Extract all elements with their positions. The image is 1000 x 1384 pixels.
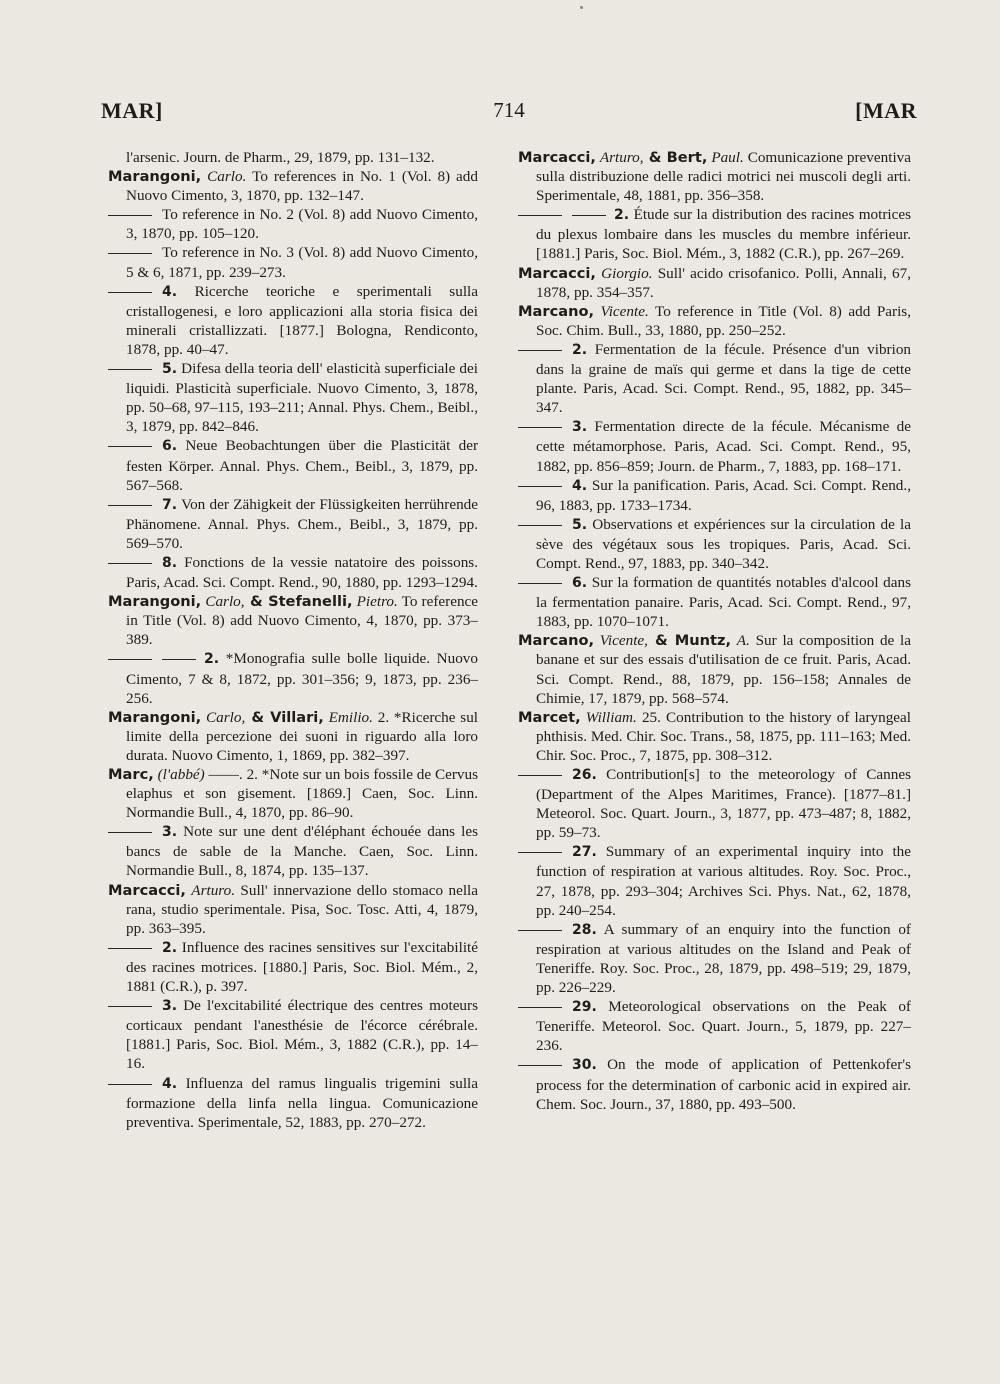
running-header (101, 98, 917, 132)
author-given-name: Arturo. (191, 881, 236, 899)
entry-number: 29. (572, 999, 597, 1016)
entry-text: Fermentation de la fécule. Présence d'un vibrion dans la graine de maïs qui germe et dans la tige de cette plante. Paris, Acad. Sci. Compt. Rend., 95, 1882, pp. 345–347. (536, 340, 912, 417)
coauthor-given-name: Paul. (711, 149, 744, 166)
entry-text: Sur la formation de quantités notables d'alcool dans la fermentation panaire. Paris, Acad. Sci. Compt. Rend., 97, 1883, pp. 1070–1071. (536, 574, 911, 631)
entry-text: Meteorological observations on the Peak of Teneriffe. Meteorol. Soc. Quart. Journ., 5, 1879, pp. 227–236. (536, 998, 911, 1055)
author-given-name: Carlo. (207, 168, 247, 186)
entry-text: A summary of an enquiry into the function of respiration at various altitudes on the Island and Peak of Teneriffe. Roy. Soc. Proc., 28, 1879, pp. 498–519; 29, 1879, pp. 226–229. (536, 920, 911, 997)
entry-text: De l'excitabilité électrique des centres moteurs corticaux pendant l'anesthésie de l'écorce cérébrale. [1881.] Paris, Soc. Biol. Mém., 3, 1882 (C.R.), pp. 14–16. (126, 997, 478, 1073)
ditto-rule (572, 215, 606, 216)
entry-number: 6. (572, 575, 588, 592)
entry-number: 2. (572, 341, 588, 358)
ditto-rule (108, 446, 152, 447)
coauthor-surname: & Bert, (643, 149, 708, 166)
bibliography-entry (108, 1074, 478, 1132)
ditto-rule (108, 948, 152, 949)
author-surname: Marcacci, (518, 264, 596, 282)
ditto-rule (108, 832, 152, 833)
bibliography-entry (108, 822, 478, 880)
entry-number: 28. (572, 921, 597, 938)
bibliography-entry (518, 631, 911, 707)
entry-text: l'arsenic. Journ. de Pharm., 29, 1879, pp. 131–132. (126, 149, 435, 166)
coauthor-given-name: A. (736, 632, 750, 650)
ditto-rule (108, 505, 152, 506)
coauthor-surname: & Stefanelli, (244, 593, 353, 611)
entry-text: *Monografia sulle bolle liquide. Nuovo Cimento, 7 & 8, 1872, pp. 301–356; 9, 1873, pp. 236–256. (126, 650, 478, 707)
entry-number: 2. (614, 207, 630, 224)
right-column (518, 148, 911, 1114)
bibliography-entry (518, 515, 911, 573)
entry-text: To references in No. 1 (Vol. 8) add Nuovo Cimento, 3, 1870, pp. 132–147. (126, 168, 478, 205)
bibliography-entry (108, 592, 478, 649)
bibliography-entry (518, 765, 911, 842)
coauthor-given-name: Pietro. (356, 593, 398, 611)
entry-number: 2. (162, 939, 178, 956)
ditto-rule (108, 292, 152, 293)
header-left: MAR] (101, 98, 163, 123)
author-surname: Marangoni, (108, 168, 202, 186)
entry-number: 2. (204, 651, 220, 668)
coauthor-surname: & Muntz, (647, 632, 732, 650)
entry-text: Summary of an experimental inquiry into the function of respiration at various altitudes. Roy. Soc. Proc., 27, 1878, pp. 293–304; Archives Sci. Phys. Nat., 62, 1878, pp. 240–254. (536, 843, 912, 919)
entry-text: Observations et expériences sur la circulation de la sève des végétaux sous les tropiques. Paris, Acad. Sci. Compt. Rend., 97, 1883, pp. 340–342. (536, 515, 912, 572)
bibliography-entry (108, 167, 478, 205)
bibliography-entry (108, 148, 478, 167)
entry-text: To reference in Title (Vol. 8) add Paris, Soc. Chim. Bull., 33, 1880, pp. 250–252. (536, 302, 911, 339)
entry-number: 26. (572, 767, 597, 783)
author-given-name: Arturo, (599, 149, 644, 166)
ditto-rule (108, 1084, 152, 1085)
bibliography-entry (108, 282, 478, 359)
bibliography-entry (108, 765, 478, 822)
bibliography-entry (108, 495, 478, 553)
entry-text: Sull' acido crisofanico. Polli, Annali, 67, 1878, pp. 354–357. (536, 264, 911, 301)
bibliography-entry (518, 205, 911, 263)
entry-text: To reference in Title (Vol. 8) add Nuovo Cimento, 4, 1870, pp. 373–389. (126, 593, 479, 649)
bibliography-entry (108, 708, 478, 765)
entry-number: 27. (572, 844, 597, 861)
entry-text: ——. 2. *Note sur un bois fossile de Cervus elaphus et son gisement. [1869.] Caen, Soc. Linn. Normandie Bull., 4, 1870, pp. 86–90. (126, 766, 479, 822)
author-surname: Marc, (108, 766, 154, 783)
ditto-rule (108, 369, 152, 370)
header-right: [MAR (855, 98, 917, 123)
entry-text: Influence des racines sensitives sur l'excitabilité des racines motrices. [1880.] Paris, Soc. Biol. Mém., 2, 1881 (C.R.), p. 397. (126, 938, 478, 996)
left-column (108, 148, 478, 1132)
bibliography-entry (108, 938, 478, 996)
bibliography-entry (108, 996, 478, 1073)
ditto-rule (518, 215, 562, 216)
entry-number: 8. (162, 554, 178, 571)
entry-text: Fonctions de la vessie natatoire des poissons. Paris, Acad. Sci. Compt. Rend., 90, 1880, pp. 1293–1294. (126, 553, 478, 592)
bibliography-entry (518, 708, 911, 765)
author-surname: Marcano, (518, 632, 595, 650)
bibliography-entry (108, 649, 478, 707)
entry-text: Von der Zähigkeit der Flüssigkeiten herrührende Phänomene. Annal. Phys. Chem., Beibl., 3, 1879, pp. 569–570. (126, 495, 479, 552)
bibliography-entry (518, 573, 911, 631)
ditto-rule (518, 775, 562, 776)
entry-text: On the mode of application of Pettenkofer's process for the determination of carbonic acid in expired air. Chem. Soc. Journ., 37, 1880, pp. 493–500. (536, 1056, 912, 1113)
coauthor-given-name: Emilio. (328, 708, 373, 726)
bibliography-entry (518, 340, 911, 417)
entry-text: Influenza del ramus lingualis trigemini sulla formazione della linfa nella lingua. Comunicazione preventiva. Sperimentale, 52, 1883, pp. 270–272. (126, 1074, 478, 1131)
bibliography-entry (518, 302, 911, 340)
entry-text: Contribution[s] to the meteorology of Cannes (Department of the Alpes Maritimes, France). [1877–81.] Meteorol. Soc. Quart. Journ., 3, 1877, pp. 473–487; 8, 1882, pp. 59–73. (536, 766, 911, 842)
author-surname: Marangoni, (108, 708, 202, 726)
entry-number: 4. (162, 1075, 178, 1092)
entry-number: 4. (572, 477, 588, 494)
speck (580, 6, 583, 9)
entry-text: Fermentation directe de la fécule. Mécanisme de cette métamorphose. Paris, Acad. Sci. Compt. Rend., 95, 1882, pp. 856–859; Journ. de Pharm., 7, 1883, pp. 168–171. (536, 418, 912, 475)
bibliography-entry (518, 1055, 911, 1113)
ditto-rule (518, 486, 562, 487)
entry-text: 2. *Ricerche sul limite della percezione dei suoni in riguardo alla loro durata. Nuovo Cimento, 1, 1869, pp. 382–397. (126, 708, 479, 764)
ditto-rule (518, 1065, 562, 1066)
bibliography-entry (108, 359, 478, 436)
entry-text: To reference in No. 2 (Vol. 8) add Nuovo Cimento, 3, 1870, pp. 105–120. (126, 206, 478, 243)
entry-text: Étude sur la distribution des racines motrices du plexus lombaire dans les muscles du membre inférieur. [1881.] Paris, Soc. Biol. Mém., 3, 1882 (C.R.), pp. 267–269. (536, 206, 912, 263)
bibliography-entry (108, 553, 478, 592)
author-surname: Marangoni, (108, 593, 202, 611)
author-given-name: William. (585, 708, 637, 726)
page-number: 714 (493, 98, 525, 122)
entry-number: 30. (572, 1057, 597, 1074)
author-surname: Marcacci, (108, 881, 186, 899)
bibliography-entry (518, 842, 911, 919)
entry-text: To reference in No. 3 (Vol. 8) add Nuovo Cimento, 5 & 6, 1871, pp. 239–273. (126, 244, 478, 281)
entry-text: Sull' innervazione dello stomaco nella rana, studio sperimentale. Pisa, Soc. Tosc. Atti, 4, 1879, pp. 363–395. (126, 881, 479, 937)
ditto-rule (518, 1007, 562, 1008)
entry-text: Neue Beobachtungen über die Plasticität der festen Körper. Annal. Phys. Chem., Beibl., 3, 1879, pp. 567–568. (126, 437, 478, 494)
author-given-name: Giorgio. (601, 264, 653, 282)
bibliography-entry (518, 997, 911, 1055)
entry-number: 5. (572, 516, 588, 533)
entry-text: Note sur une dent d'éléphant échouée dans les bancs de sable de la Manche. Caen, Soc. Linn. Normandie Bull., 8, 1874, pp. 135–137. (126, 823, 479, 880)
entry-number: 5. (162, 361, 178, 378)
entry-number: 3. (572, 419, 588, 436)
ditto-rule (518, 525, 562, 526)
entry-text: Sur la composition de la banane et sur des essais d'utilisation de ce fruit. Paris, Acad. Sci. Compt. Rend., 88, 1879, pp. 156–158; Annales de Chimie, 17, 1879, pp. 568–574. (536, 632, 911, 707)
entry-number: 3. (162, 998, 178, 1015)
ditto-rule (518, 350, 562, 351)
bibliography-entry (518, 417, 911, 475)
bibliography-entry (108, 881, 478, 938)
author-given-name: Carlo, (206, 708, 246, 726)
coauthor-surname: & Villari, (245, 708, 324, 726)
ditto-rule (108, 1006, 152, 1007)
author-given-name: Carlo, (205, 593, 245, 611)
entry-number: 3. (162, 824, 178, 841)
author-given-name: (l'abbé) (157, 766, 205, 783)
entry-number: 7. (162, 496, 178, 513)
ditto-rule (518, 852, 562, 853)
entry-text: Comunicazione preventiva sulla distribuzione delle radici motrici nei muscoli degli arti. Sperimentale, 48, 1881, pp. 356–358. (536, 149, 911, 205)
entry-text: Sur la panification. Paris, Acad. Sci. Compt. Rend., 96, 1883, pp. 1733–1734. (536, 476, 911, 514)
bibliography-entry (518, 148, 911, 205)
author-given-name: Vicente, (599, 632, 648, 650)
ditto-rule (518, 427, 562, 428)
entry-number: 4. (162, 283, 178, 300)
ditto-rule (518, 583, 562, 584)
bibliography-entry (518, 476, 911, 515)
ditto-rule (518, 930, 562, 931)
author-surname: Marcacci, (518, 149, 596, 166)
ditto-rule (108, 253, 152, 254)
bibliography-entry (518, 264, 911, 302)
ditto-rule (108, 215, 152, 216)
entry-text: 25. Contribution to the history of laryngeal phthisis. Med. Chir. Soc. Trans., 58, 1875, pp. 111–163; Med. Chir. Soc. Proc., 7, 1875, pp. 308–312. (536, 708, 911, 764)
bibliography-entry (518, 920, 911, 997)
ditto-rule (108, 563, 152, 564)
author-surname: Marcet, (518, 708, 581, 726)
bibliography-entry (108, 436, 478, 494)
author-given-name: Vicente. (600, 302, 649, 320)
ditto-rule (108, 659, 152, 660)
bibliography-entry (108, 243, 478, 281)
entry-text: Ricerche teoriche e sperimentali sulla cristallogenesi, e loro applicazioni alla storia fisica dei minerali cristallizzati. [1877.] Bologna, Rendiconto, 1878, pp. 40–47. (126, 282, 478, 358)
entry-number: 6. (162, 438, 178, 455)
bibliography-entry (108, 205, 478, 243)
entry-text: Difesa della teoria dell' elasticità superficiale dei liquidi. Plasticità superficiale. Nuovo Cimento, 3, 1878, pp. 50–68, 97–115, 193–211; Annal. Phys. Chem., Beibl., 3, 1879, pp. 842–846. (126, 360, 478, 436)
author-surname: Marcano, (518, 302, 595, 320)
ditto-rule (162, 659, 196, 660)
